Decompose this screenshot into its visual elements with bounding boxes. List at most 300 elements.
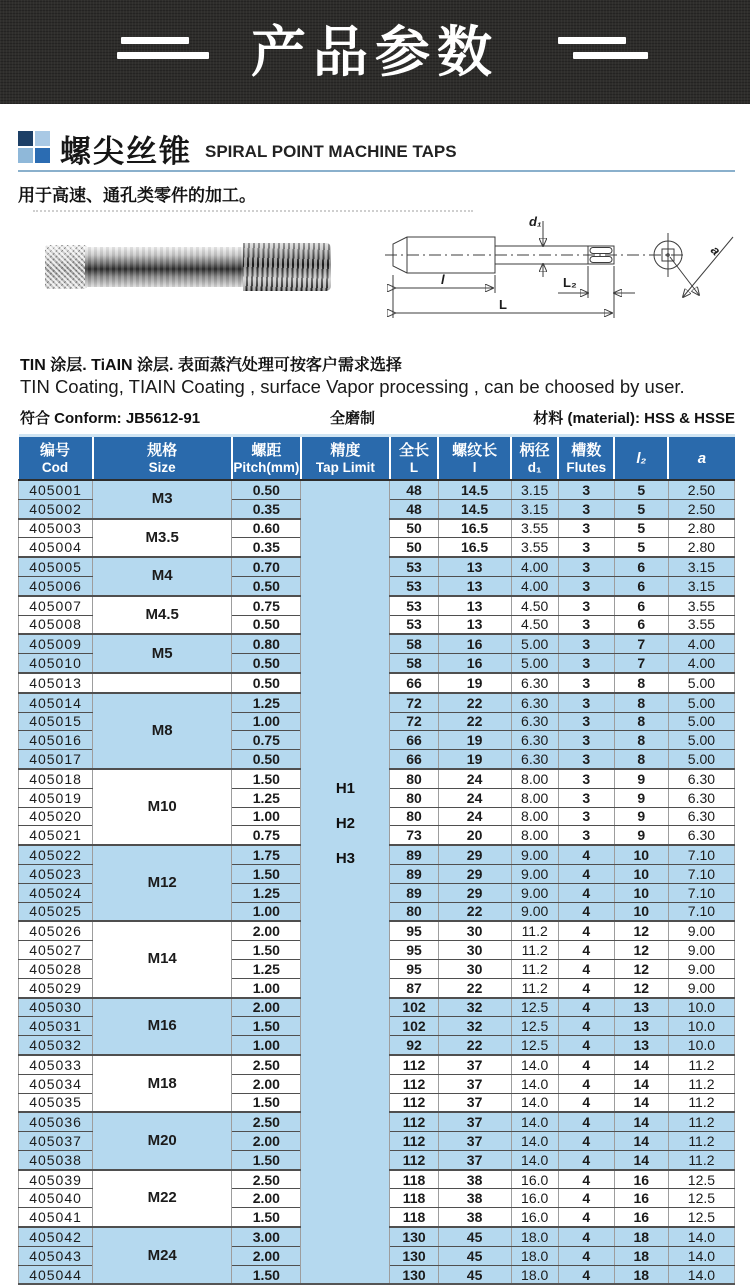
cell-l: 37 [438, 1132, 511, 1151]
cell-L: 87 [390, 978, 438, 997]
cell-pitch: 2.00 [232, 1132, 301, 1151]
cell-flutes: 4 [558, 998, 614, 1017]
cell-flutes: 3 [558, 654, 614, 673]
dim-label-a: a [707, 242, 724, 259]
cell-l: 16.5 [438, 538, 511, 557]
cell-flutes: 4 [558, 921, 614, 940]
cell-size: M8 [93, 693, 232, 769]
coating-line-en: TIN Coating, TIAIN Coating , surface Vapor processing , can be choosed by user. [20, 376, 685, 397]
cell-pitch: 1.00 [232, 1036, 301, 1055]
cell-d1: 14.0 [511, 1055, 558, 1074]
cell-flutes: 4 [558, 1265, 614, 1284]
cell-a: 7.10 [668, 902, 734, 921]
cell-cod: 405020 [19, 807, 93, 826]
cell-L: 73 [390, 826, 438, 845]
col-header: 螺距 Pitch(mm) [232, 436, 301, 481]
cell-L: 95 [390, 959, 438, 978]
cell-pitch: 1.50 [232, 1265, 301, 1284]
cell-cod: 405002 [19, 499, 93, 518]
cell-L: 66 [390, 673, 438, 693]
cell-l2: 12 [614, 941, 668, 960]
cell-flutes: 3 [558, 673, 614, 693]
cell-a: 6.30 [668, 826, 734, 845]
cell-L: 118 [390, 1170, 438, 1189]
cell-flutes: 4 [558, 864, 614, 883]
cell-d1: 16.0 [511, 1170, 558, 1189]
cell-L: 130 [390, 1246, 438, 1265]
cell-cod: 405025 [19, 902, 93, 921]
cell-a: 2.50 [668, 499, 734, 518]
cell-flutes: 4 [558, 1036, 614, 1055]
cell-l2: 13 [614, 1036, 668, 1055]
cell-pitch: 0.50 [232, 480, 301, 499]
cell-l: 37 [438, 1055, 511, 1074]
cell-l2: 18 [614, 1227, 668, 1246]
dim-label-l: l [441, 272, 445, 287]
cell-d1: 8.00 [511, 826, 558, 845]
cell-l2: 14 [614, 1150, 668, 1169]
cell-L: 102 [390, 1017, 438, 1036]
cell-l: 13 [438, 615, 511, 634]
cell-size: M4.5 [93, 596, 232, 635]
banner-deco-line [558, 37, 626, 44]
cell-pitch: 0.50 [232, 576, 301, 595]
cell-pitch: 0.50 [232, 750, 301, 769]
cell-a: 3.55 [668, 596, 734, 615]
tap-square-drive [45, 245, 87, 289]
cell-l: 16.5 [438, 519, 511, 538]
cell-size: M16 [93, 998, 232, 1055]
cell-L: 112 [390, 1074, 438, 1093]
cell-l2: 9 [614, 826, 668, 845]
col-header: 规格 Size [93, 436, 232, 481]
cell-flutes: 3 [558, 634, 614, 653]
tap-limit-value: H1 [335, 780, 356, 797]
cell-l2: 6 [614, 615, 668, 634]
cell-d1: 16.0 [511, 1189, 558, 1208]
cell-a: 5.00 [668, 693, 734, 712]
cell-d1: 12.5 [511, 998, 558, 1017]
dim-label-d1: d₁ [529, 214, 542, 229]
cell-a: 3.15 [668, 557, 734, 576]
cell-size: M24 [93, 1227, 232, 1284]
cell-flutes: 4 [558, 1189, 614, 1208]
cell-L: 50 [390, 538, 438, 557]
cell-l2: 10 [614, 883, 668, 902]
cell-l2: 12 [614, 978, 668, 997]
cell-size: M22 [93, 1170, 232, 1227]
cell-l: 30 [438, 959, 511, 978]
dimension-drawing [383, 213, 743, 343]
cell-l: 22 [438, 902, 511, 921]
cell-l2: 6 [614, 557, 668, 576]
cell-d1: 14.0 [511, 1150, 558, 1169]
cell-pitch: 2.00 [232, 1074, 301, 1093]
cell-cod: 405017 [19, 750, 93, 769]
cell-size [93, 673, 232, 693]
cell-cod: 405037 [19, 1132, 93, 1151]
cell-a: 6.30 [668, 788, 734, 807]
cell-a: 11.2 [668, 1150, 734, 1169]
cell-a: 12.5 [668, 1189, 734, 1208]
dim-label-L2: L₂ [563, 275, 577, 290]
cell-l: 19 [438, 750, 511, 769]
cell-flutes: 3 [558, 557, 614, 576]
cell-l: 24 [438, 788, 511, 807]
cell-l: 22 [438, 693, 511, 712]
conform-text: 符合 Conform: JB5612-91 [20, 410, 201, 427]
cell-a: 11.2 [668, 1074, 734, 1093]
section-title-zh: 螺尖丝锥 [60, 134, 192, 169]
cell-L: 58 [390, 654, 438, 673]
cell-L: 58 [390, 634, 438, 653]
cell-l: 45 [438, 1246, 511, 1265]
cell-l2: 16 [614, 1208, 668, 1227]
cell-flutes: 3 [558, 693, 614, 712]
cell-pitch: 1.50 [232, 941, 301, 960]
cell-d1: 8.00 [511, 788, 558, 807]
cell-l: 16 [438, 654, 511, 673]
cell-l2: 14 [614, 1055, 668, 1074]
cell-L: 118 [390, 1208, 438, 1227]
cell-cod: 405019 [19, 788, 93, 807]
cell-pitch: 0.80 [232, 634, 301, 653]
cell-a: 5.00 [668, 750, 734, 769]
cell-l: 14.5 [438, 499, 511, 518]
cell-a: 12.5 [668, 1170, 734, 1189]
cell-l2: 9 [614, 769, 668, 788]
cell-d1: 11.2 [511, 959, 558, 978]
cell-d1: 6.30 [511, 712, 558, 731]
cell-flutes: 4 [558, 959, 614, 978]
cell-cod: 405029 [19, 978, 93, 997]
cell-flutes: 4 [558, 1208, 614, 1227]
cell-L: 72 [390, 693, 438, 712]
cell-d1: 12.5 [511, 1036, 558, 1055]
cell-a: 12.5 [668, 1208, 734, 1227]
cell-flutes: 3 [558, 826, 614, 845]
cell-l2: 5 [614, 519, 668, 538]
cell-d1: 18.0 [511, 1246, 558, 1265]
cell-L: 53 [390, 557, 438, 576]
cell-flutes: 4 [558, 1017, 614, 1036]
cell-cod: 405038 [19, 1150, 93, 1169]
cell-l2: 8 [614, 693, 668, 712]
cell-a: 4.00 [668, 634, 734, 653]
cell-l: 29 [438, 845, 511, 864]
cell-l2: 14 [614, 1093, 668, 1112]
cell-L: 112 [390, 1132, 438, 1151]
cell-flutes: 3 [558, 712, 614, 731]
cell-L: 50 [390, 519, 438, 538]
cell-d1: 3.55 [511, 519, 558, 538]
conform-material-line [20, 407, 735, 428]
cell-l2: 16 [614, 1189, 668, 1208]
cell-d1: 14.0 [511, 1112, 558, 1131]
dim-label-L: L [499, 297, 507, 312]
cell-size: M20 [93, 1112, 232, 1169]
cell-l2: 16 [614, 1170, 668, 1189]
cell-d1: 4.00 [511, 576, 558, 595]
cell-L: 48 [390, 480, 438, 499]
cell-pitch: 0.70 [232, 557, 301, 576]
cell-flutes: 4 [558, 978, 614, 997]
cell-l2: 12 [614, 959, 668, 978]
cell-size: M12 [93, 845, 232, 921]
col-header: 柄径 d₁ [511, 436, 558, 481]
cell-d1: 3.15 [511, 480, 558, 499]
cell-cod: 405005 [19, 557, 93, 576]
cell-flutes: 3 [558, 480, 614, 499]
col-header: 螺纹长 l [438, 436, 511, 481]
cell-L: 112 [390, 1112, 438, 1131]
cell-pitch: 1.25 [232, 788, 301, 807]
cell-pitch: 0.75 [232, 826, 301, 845]
cell-l2: 13 [614, 998, 668, 1017]
cell-l2: 6 [614, 596, 668, 615]
cell-d1: 18.0 [511, 1265, 558, 1284]
cell-a: 14.0 [668, 1246, 734, 1265]
cell-pitch: 1.00 [232, 712, 301, 731]
coating-line-zh: TIN 涂层. TiAIN 涂层. 表面蒸汽处理可按客户需求选择 [20, 357, 402, 374]
cell-L: 53 [390, 596, 438, 615]
cell-pitch: 1.75 [232, 845, 301, 864]
tap-limit-value: H3 [335, 850, 356, 867]
cell-L: 112 [390, 1055, 438, 1074]
cell-cod: 405013 [19, 673, 93, 693]
cell-cod: 405015 [19, 712, 93, 731]
cell-l: 45 [438, 1227, 511, 1246]
logo-square [18, 131, 33, 146]
spec-table [18, 434, 735, 1285]
logo-square [18, 148, 33, 163]
cell-L: 92 [390, 1036, 438, 1055]
cell-l2: 18 [614, 1246, 668, 1265]
cell-cod: 405030 [19, 998, 93, 1017]
banner-deco-line [573, 52, 648, 59]
cell-l: 13 [438, 596, 511, 615]
banner [0, 0, 750, 104]
cell-a: 9.00 [668, 921, 734, 940]
cell-a: 10.0 [668, 1017, 734, 1036]
cell-a: 11.2 [668, 1112, 734, 1131]
cell-L: 80 [390, 807, 438, 826]
cell-cod: 405033 [19, 1055, 93, 1074]
cell-pitch: 1.00 [232, 978, 301, 997]
cell-pitch: 0.75 [232, 731, 301, 750]
cell-size: M18 [93, 1055, 232, 1112]
cell-L: 72 [390, 712, 438, 731]
material-text: 材料 (material): HSS & HSSE [533, 410, 735, 427]
cell-l2: 9 [614, 788, 668, 807]
cell-flutes: 4 [558, 1055, 614, 1074]
cell-l: 24 [438, 807, 511, 826]
cell-cod: 405039 [19, 1170, 93, 1189]
cell-d1: 11.2 [511, 941, 558, 960]
cell-pitch: 1.50 [232, 1150, 301, 1169]
cell-cod: 405044 [19, 1265, 93, 1284]
cell-d1: 8.00 [511, 769, 558, 788]
logo-square [35, 131, 50, 146]
cell-flutes: 3 [558, 576, 614, 595]
cell-cod: 405022 [19, 845, 93, 864]
cell-size: M3 [93, 480, 232, 519]
cell-pitch: 2.50 [232, 1170, 301, 1189]
col-header: 槽数 Flutes [558, 436, 614, 481]
cell-l: 13 [438, 576, 511, 595]
cell-l: 22 [438, 978, 511, 997]
cell-l: 38 [438, 1170, 511, 1189]
cell-L: 66 [390, 731, 438, 750]
table-row [19, 480, 735, 499]
cell-l2: 10 [614, 902, 668, 921]
cell-L: 112 [390, 1093, 438, 1112]
cell-cod: 405007 [19, 596, 93, 615]
cell-d1: 16.0 [511, 1208, 558, 1227]
cell-l2: 9 [614, 807, 668, 826]
cell-l: 37 [438, 1112, 511, 1131]
cell-l: 22 [438, 1036, 511, 1055]
cell-l: 19 [438, 673, 511, 693]
cell-flutes: 4 [558, 845, 614, 864]
cell-cod: 405041 [19, 1208, 93, 1227]
cell-a: 4.00 [668, 654, 734, 673]
cell-d1: 4.50 [511, 596, 558, 615]
cell-a: 11.2 [668, 1132, 734, 1151]
banner-title: 产品参数 [250, 21, 499, 83]
cell-l2: 5 [614, 538, 668, 557]
cell-pitch: 1.50 [232, 769, 301, 788]
cell-flutes: 4 [558, 883, 614, 902]
cell-flutes: 4 [558, 1112, 614, 1131]
cell-pitch: 0.75 [232, 596, 301, 615]
col-header: 编号 Cod [19, 436, 93, 481]
cell-l2: 6 [614, 576, 668, 595]
cell-flutes: 4 [558, 1074, 614, 1093]
cell-L: 48 [390, 499, 438, 518]
cell-l: 30 [438, 941, 511, 960]
cell-L: 102 [390, 998, 438, 1017]
tap-shank [85, 247, 245, 287]
cell-l2: 7 [614, 654, 668, 673]
cell-cod: 405016 [19, 731, 93, 750]
cell-l: 29 [438, 864, 511, 883]
cell-a: 10.0 [668, 1036, 734, 1055]
cell-pitch: 1.50 [232, 1093, 301, 1112]
cell-pitch: 1.25 [232, 959, 301, 978]
cell-cod: 405032 [19, 1036, 93, 1055]
cell-d1: 11.2 [511, 978, 558, 997]
cell-l: 37 [438, 1150, 511, 1169]
col-header: 精度 Tap Limit [301, 436, 390, 481]
cell-L: 130 [390, 1265, 438, 1284]
col-header: a [668, 436, 734, 481]
cell-d1: 4.50 [511, 615, 558, 634]
cell-flutes: 3 [558, 615, 614, 634]
cell-L: 80 [390, 902, 438, 921]
cell-d1: 6.30 [511, 693, 558, 712]
cell-l2: 8 [614, 673, 668, 693]
cell-L: 89 [390, 883, 438, 902]
logo-square [35, 148, 50, 163]
tap-product-photo [45, 243, 331, 291]
cell-flutes: 3 [558, 538, 614, 557]
cell-a: 9.00 [668, 959, 734, 978]
cell-d1: 12.5 [511, 1017, 558, 1036]
cell-d1: 3.15 [511, 499, 558, 518]
cell-cod: 405004 [19, 538, 93, 557]
cell-cod: 405001 [19, 480, 93, 499]
cell-l: 14.5 [438, 480, 511, 499]
cell-pitch: 1.50 [232, 1017, 301, 1036]
cell-pitch: 1.50 [232, 864, 301, 883]
cell-l2: 8 [614, 750, 668, 769]
cell-d1: 5.00 [511, 634, 558, 653]
cell-a: 2.50 [668, 480, 734, 499]
cell-pitch: 0.50 [232, 654, 301, 673]
cell-l: 32 [438, 998, 511, 1017]
cell-a: 9.00 [668, 978, 734, 997]
cell-flutes: 4 [558, 902, 614, 921]
cell-d1: 9.00 [511, 864, 558, 883]
cell-l: 16 [438, 634, 511, 653]
cell-pitch: 1.25 [232, 883, 301, 902]
cell-a: 7.10 [668, 864, 734, 883]
cell-pitch: 2.00 [232, 921, 301, 940]
cell-cod: 405034 [19, 1074, 93, 1093]
squares-logo-icon [18, 131, 52, 165]
cell-l2: 14 [614, 1112, 668, 1131]
cell-cod: 405023 [19, 864, 93, 883]
cell-flutes: 4 [558, 1246, 614, 1265]
cell-cod: 405042 [19, 1227, 93, 1246]
cell-d1: 9.00 [511, 883, 558, 902]
cell-a: 6.30 [668, 807, 734, 826]
cell-a: 7.10 [668, 883, 734, 902]
cell-l: 30 [438, 921, 511, 940]
cell-cod: 405035 [19, 1093, 93, 1112]
cell-l2: 18 [614, 1265, 668, 1284]
cell-flutes: 3 [558, 769, 614, 788]
cell-flutes: 3 [558, 519, 614, 538]
cell-cod: 405026 [19, 921, 93, 940]
cell-l2: 13 [614, 1017, 668, 1036]
header-row [19, 436, 735, 481]
cell-cod: 405006 [19, 576, 93, 595]
cell-size: M14 [93, 921, 232, 997]
cell-flutes: 4 [558, 1170, 614, 1189]
cell-L: 53 [390, 576, 438, 595]
cell-cod: 405036 [19, 1112, 93, 1131]
cell-l2: 7 [614, 634, 668, 653]
tap-limit-value: H2 [335, 815, 356, 832]
cell-l2: 14 [614, 1074, 668, 1093]
cell-l2: 14 [614, 1132, 668, 1151]
cell-l2: 10 [614, 845, 668, 864]
cell-a: 14.0 [668, 1227, 734, 1246]
cell-a: 9.00 [668, 941, 734, 960]
cell-l2: 5 [614, 499, 668, 518]
cell-pitch: 2.50 [232, 1055, 301, 1074]
cell-l: 32 [438, 1017, 511, 1036]
cell-a: 10.0 [668, 998, 734, 1017]
cell-d1: 18.0 [511, 1227, 558, 1246]
cell-L: 112 [390, 1150, 438, 1169]
cell-l: 29 [438, 883, 511, 902]
cell-pitch: 1.00 [232, 902, 301, 921]
cell-l2: 10 [614, 864, 668, 883]
cell-l2: 5 [614, 480, 668, 499]
